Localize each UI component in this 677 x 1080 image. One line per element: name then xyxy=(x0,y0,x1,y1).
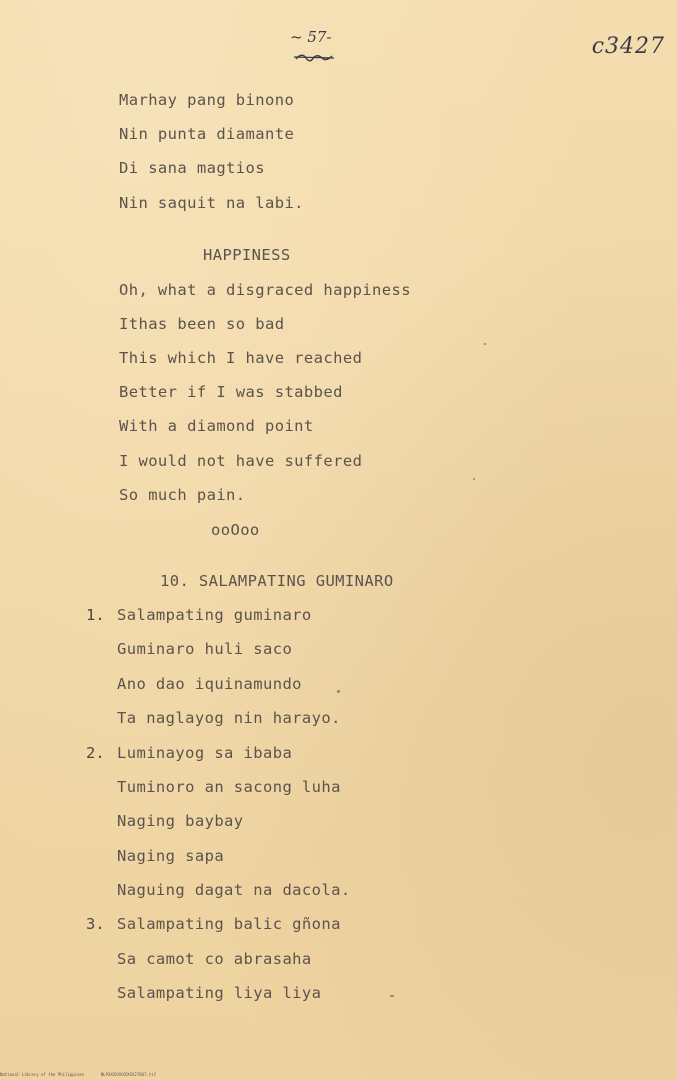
verse-line: Naguing dagat na dacola. xyxy=(117,881,351,899)
struck-old-page-number xyxy=(294,50,334,64)
verse-line: Naging sapa xyxy=(117,847,225,865)
verse-number: 1. xyxy=(86,606,105,624)
paper-speck xyxy=(484,343,486,345)
poem-line: This which I have reached xyxy=(119,349,363,367)
song-title: 10. SALAMPATING GUMINARO xyxy=(160,572,394,590)
stanza-line: Marhay pang binono xyxy=(119,91,295,109)
verse-line: Ano dao iquinamundo xyxy=(117,675,302,693)
verse-line: Salampating guminaro xyxy=(117,606,312,624)
paper-speck xyxy=(337,690,340,693)
scan-footer xyxy=(0,1072,156,1077)
paper-speck xyxy=(390,995,394,997)
poem-line: Ithas been so bad xyxy=(119,315,285,333)
verse-line: Sa camot co abrasaha xyxy=(117,950,312,968)
poem-line: Oh, what a disgraced happiness xyxy=(119,281,411,299)
poem-title: HAPPINESS xyxy=(203,246,291,264)
footer-file-id: NLPXXXXXXXXXXX27067.tif xyxy=(100,1072,157,1077)
verse-number: 3. xyxy=(86,915,105,933)
verse-line: Ta naglayog nin harayo. xyxy=(117,709,341,727)
stanza-line: Nin saquit na labi. xyxy=(119,194,304,212)
verse-line: Salampating liya liya xyxy=(117,984,322,1002)
poem-line: I would not have suffered xyxy=(119,452,363,470)
paper-speck xyxy=(473,478,475,480)
stanza-line: Di sana magtios xyxy=(119,159,265,177)
footer-credit: National Library of the Philippines xyxy=(0,1072,85,1077)
verse-line: Guminaro huli saco xyxy=(117,640,293,658)
archive-id: c3427 xyxy=(591,34,665,59)
stanza-line: Nin punta diamante xyxy=(119,125,295,143)
verse-line: Luminayog sa ibaba xyxy=(117,744,293,762)
verse-line: Naging baybay xyxy=(117,812,244,830)
poem-line: So much pain. xyxy=(119,486,246,504)
section-ornament: ooOoo xyxy=(211,521,260,539)
verse-number: 2. xyxy=(86,744,105,762)
verse-line: Tuminoro an sacong luha xyxy=(117,778,341,796)
poem-line: Better if I was stabbed xyxy=(119,383,343,401)
verse-line: Salampating balic gñona xyxy=(117,915,341,933)
poem-line: With a diamond point xyxy=(119,417,314,435)
page-number: ~ 57- xyxy=(290,28,332,46)
